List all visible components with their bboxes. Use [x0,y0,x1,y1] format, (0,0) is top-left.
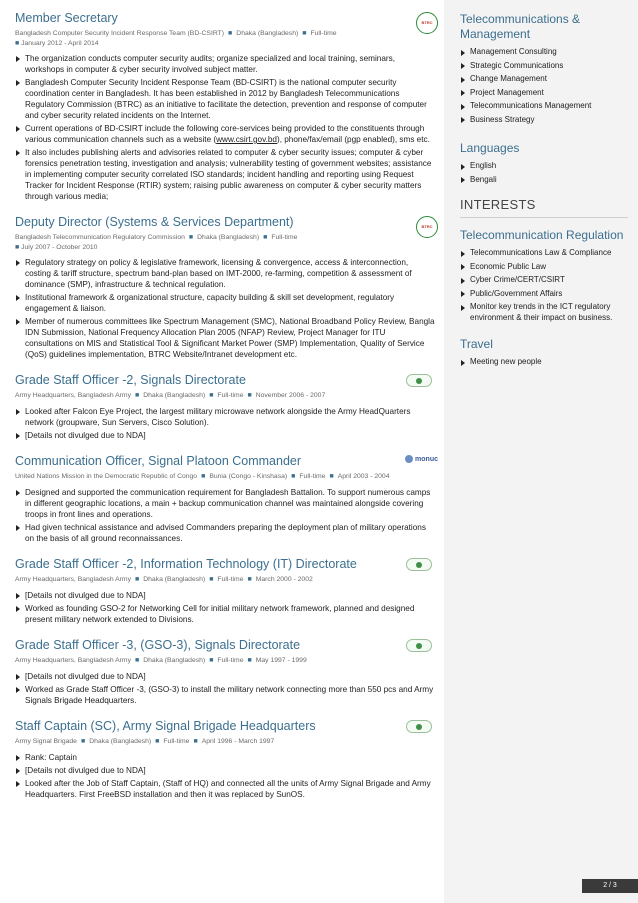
job-meta: Bangladesh Telecommunication Regulatory Commission ■ Dhaka (Bangladesh) ■ Full-time [15,234,298,241]
telecom-regulation-title: Telecommunication Regulation [460,228,624,242]
bullet-item: Looked after Falcon Eye Project, the largest military microwave network alongside the Army HeadQuarters network (groupware, Sun Servers, Cisco Solution). [15,406,435,428]
bullet-item: [Details not divulged due to NDA] [15,765,435,776]
job-bullets [15,590,444,625]
interests-heading: INTERESTS [460,197,628,218]
skill-item: Management Consulting [460,47,628,58]
bullet-item: The organization conducts computer security audits; organize specialized and local training, seminars, workshops in computer & cyber security involved subject matter. [15,53,435,75]
skill-item: Project Management [460,88,628,99]
job-dates-row: ■ July 2007 - October 2010 [15,244,98,251]
army-logo-icon [406,558,432,571]
job-entry [15,10,444,202]
job-bullets [15,752,444,800]
skill-item: Telecommunications Management [460,101,628,112]
job-bullets [15,487,444,544]
job-type: Full-time [271,234,298,241]
bullet-item: Had given technical assistance and advised Commanders preparing the deployment plan of military operations on the basis of all ground reconnaissances. [15,522,435,544]
sidebar [444,0,638,903]
job-dates: May 1997 - 1999 [255,657,307,664]
telecom-regulation-section [460,228,628,323]
job-title: Communication Officer, Signal Platoon Commander [15,454,302,468]
job-org: Army Signal Brigade [15,738,77,745]
bullet-item: Current operations of BD-CSIRT include the following core-services being provided to the constituents through various communication channels such as a website (www.csirt.gov.bd), phone/fax/email (pgp enabled), sms etc. [15,123,435,145]
army-logo-icon [406,720,432,733]
bullet-item: Member of numerous committees like Spectrum Management (SMC), National Broadband Policy Review, Bangla IDN Submission, National Frequency Allocation Plan 2005 (NFAP) Review, Project Manager for ITU consultations on MIS and Statistical Tool & Significant Market Power (SMP) Implementation, Quality of Service (QoS) guidelines implementation, BTRC Website/Intranet development etc. [15,316,435,360]
job-entry [15,214,444,360]
job-title: Grade Staff Officer -3, (GSO-3), Signals Directorate [15,638,301,652]
job-org: Army Headquarters, Bangladesh Army [15,392,131,399]
monuc-logo-icon: monuc [405,455,438,463]
bullet-item: Looked after the Job of Staff Captain, (Staff of HQ) and connected all the units of Army Signal Brigade and Army Headquarters. First FreeBSD installation and then it was replaced by SunOS. [15,778,435,800]
job-location: Dhaka (Bangladesh) [236,30,299,37]
interest-item: Economic Public Law [460,262,628,273]
job-location: Dhaka (Bangladesh) [89,738,152,745]
job-title: Grade Staff Officer -2, Information Technology (IT) Directorate [15,557,357,571]
bullet-item: [Details not divulged due to NDA] [15,590,435,601]
bullet-item: [Details not divulged due to NDA] [15,430,435,441]
btrc-logo-icon: BTRC [416,12,438,34]
job-meta: Army Headquarters, Bangladesh Army ■ Dhaka (Bangladesh) ■ Full-time ■ March 2000 - 2002 [15,576,313,583]
job-bullets [15,257,444,360]
page-number: 2 / 3 [582,879,638,893]
bullet-item: Regulatory strategy on policy & legislative framework, licensing & convergence, access & interconnection, costing & tariff structure, spectrum band-plan based on IMT-2000, re-farming, competition & assessment of dominance (SMP), infrastructure & technical regulation. [15,257,435,290]
army-logo-icon [406,374,432,387]
job-org: Bangladesh Telecommunication Regulatory Commission [15,234,185,241]
btrc-logo-icon: BTRC [416,216,438,238]
job-dates: March 2000 - 2002 [255,576,313,583]
army-logo-icon [406,639,432,652]
bullet-item: Institutional framework & organizational structure, capacity building & skill set development, regulatory engagement & liaison. [15,292,435,314]
skill-item: Business Strategy [460,115,628,126]
travel-title: Travel [460,337,493,351]
bullet-item: It also includes publishing alerts and advisories related to computer & cyber security issues; computer & cyber forensics penetration testing, investigation and analysis; vulnerability testing of government websites; assistance in implementing computer security correlated ISO standards; incident handling and reporting using Request Tracker for Incident Response (RTIR) system; raising public awareness on computer & cyber security matters through various media; [15,147,435,202]
bullet-item: [Details not divulged due to NDA] [15,671,435,682]
bullet-item: Worked as founding GSO-2 for Networking Cell for initial military network framework, planned and designed present military network extended to Divisions. [15,603,435,625]
interest-item: Monitor key trends in the ICT regulatory environment & their impact on business. [460,302,628,323]
job-dates: April 2003 - 2004 [337,473,390,480]
job-title: Grade Staff Officer -2, Signals Directorate [15,373,246,387]
job-location: Dhaka (Bangladesh) [143,392,206,399]
interest-item: Telecommunications Law & Compliance [460,248,628,259]
language-item: Bengali [460,175,628,186]
job-type: Full-time [163,738,190,745]
bullet-item: Bangladesh Computer Security Incident Response Team (BD-CSIRT) is the national computer security coordination center in Bangladesh. It has been established in 2012 by Bangladesh Telecommunications Regulatory Commission (BTRC) as an initiative to facilitate the detection, prevention and response of computer and cyber security related incidents on the Internet. [15,77,435,121]
job-meta: Army Signal Brigade ■ Dhaka (Bangladesh) ■ Full-time ■ April 1996 - March 1997 [15,738,275,745]
skills-list [460,47,628,125]
job-meta: Bangladesh Computer Security Incident Response Team (BD-CSIRT) ■ Dhaka (Bangladesh) ■ Full-time [15,30,337,37]
interest-item: Meeting new people [460,357,628,368]
job-entry [15,453,444,544]
job-org: Army Headquarters, Bangladesh Army [15,657,131,664]
job-dates-row: ■ January 2012 - April 2014 [15,40,99,47]
skills-title: Telecommunications & Management [460,12,581,41]
job-org: United Nations Mission in the Democratic Republic of Congo [15,473,198,480]
job-entry [15,372,444,441]
interest-item: Cyber Crime/CERT/CSIRT [460,275,628,286]
job-location: Dhaka (Bangladesh) [197,234,260,241]
job-entry [15,556,444,625]
job-type: Full-time [217,576,244,583]
skill-item: Strategic Communications [460,61,628,72]
language-item: English [460,161,628,172]
job-title: Deputy Director (Systems & Services Department) [15,215,294,229]
job-title: Staff Captain (SC), Army Signal Brigade Headquarters [15,719,316,733]
job-dates: April 1996 - March 1997 [201,738,275,745]
job-bullets [15,671,444,706]
job-location: Bunia (Congo - Kinshasa) [209,473,288,480]
job-org: Bangladesh Computer Security Incident Response Team (BD-CSIRT) [15,30,225,37]
job-bullets [15,406,444,441]
bullet-item: Rank: Captain [15,752,435,763]
job-dates: July 2007 - October 2010 [21,244,98,251]
job-type: Full-time [310,30,337,37]
job-meta: Army Headquarters, Bangladesh Army ■ Dhaka (Bangladesh) ■ Full-time ■ November 2006 - 2007 [15,392,326,399]
languages-section [460,141,628,185]
telecom-regulation-list [460,248,628,323]
job-entry [15,637,444,706]
job-meta: Army Headquarters, Bangladesh Army ■ Dhaka (Bangladesh) ■ Full-time ■ May 1997 - 1999 [15,657,307,664]
skills-section [460,12,628,125]
job-location: Dhaka (Bangladesh) [143,576,206,583]
job-type: Full-time [217,392,244,399]
job-location: Dhaka (Bangladesh) [143,657,206,664]
job-type: Full-time [217,657,244,664]
bullet-item: Worked as Grade Staff Officer -3, (GSO-3) to install the military network connecting more than 550 pcs and Army Signals Brigade Headquarters. [15,684,435,706]
job-entry [15,718,444,800]
job-type: Full-time [299,473,326,480]
languages-title: Languages [460,141,520,155]
travel-list [460,357,628,368]
languages-list [460,161,628,185]
bullet-item: Designed and supported the communication requirement for Bangladesh Battalion. To support numerous camps in different geographic locations, a main + backup communication channel was maintained alongside covering troops in front lines and operations. [15,487,435,520]
skill-item: Change Management [460,74,628,85]
job-org: Army Headquarters, Bangladesh Army [15,576,131,583]
job-meta: United Nations Mission in the Democratic Republic of Congo ■ Bunia (Congo - Kinshasa) ■ Full-time ■ April 2003 - 2004 [15,473,390,480]
job-dates: January 2012 - April 2014 [21,40,99,47]
interest-item: Public/Government Affairs [460,289,628,300]
travel-section [460,337,628,368]
job-dates: November 2006 - 2007 [255,392,326,399]
job-title: Member Secretary [15,11,118,25]
csirt-website-link[interactable]: www.csirt.gov.bd [216,135,277,144]
job-bullets [15,53,444,202]
